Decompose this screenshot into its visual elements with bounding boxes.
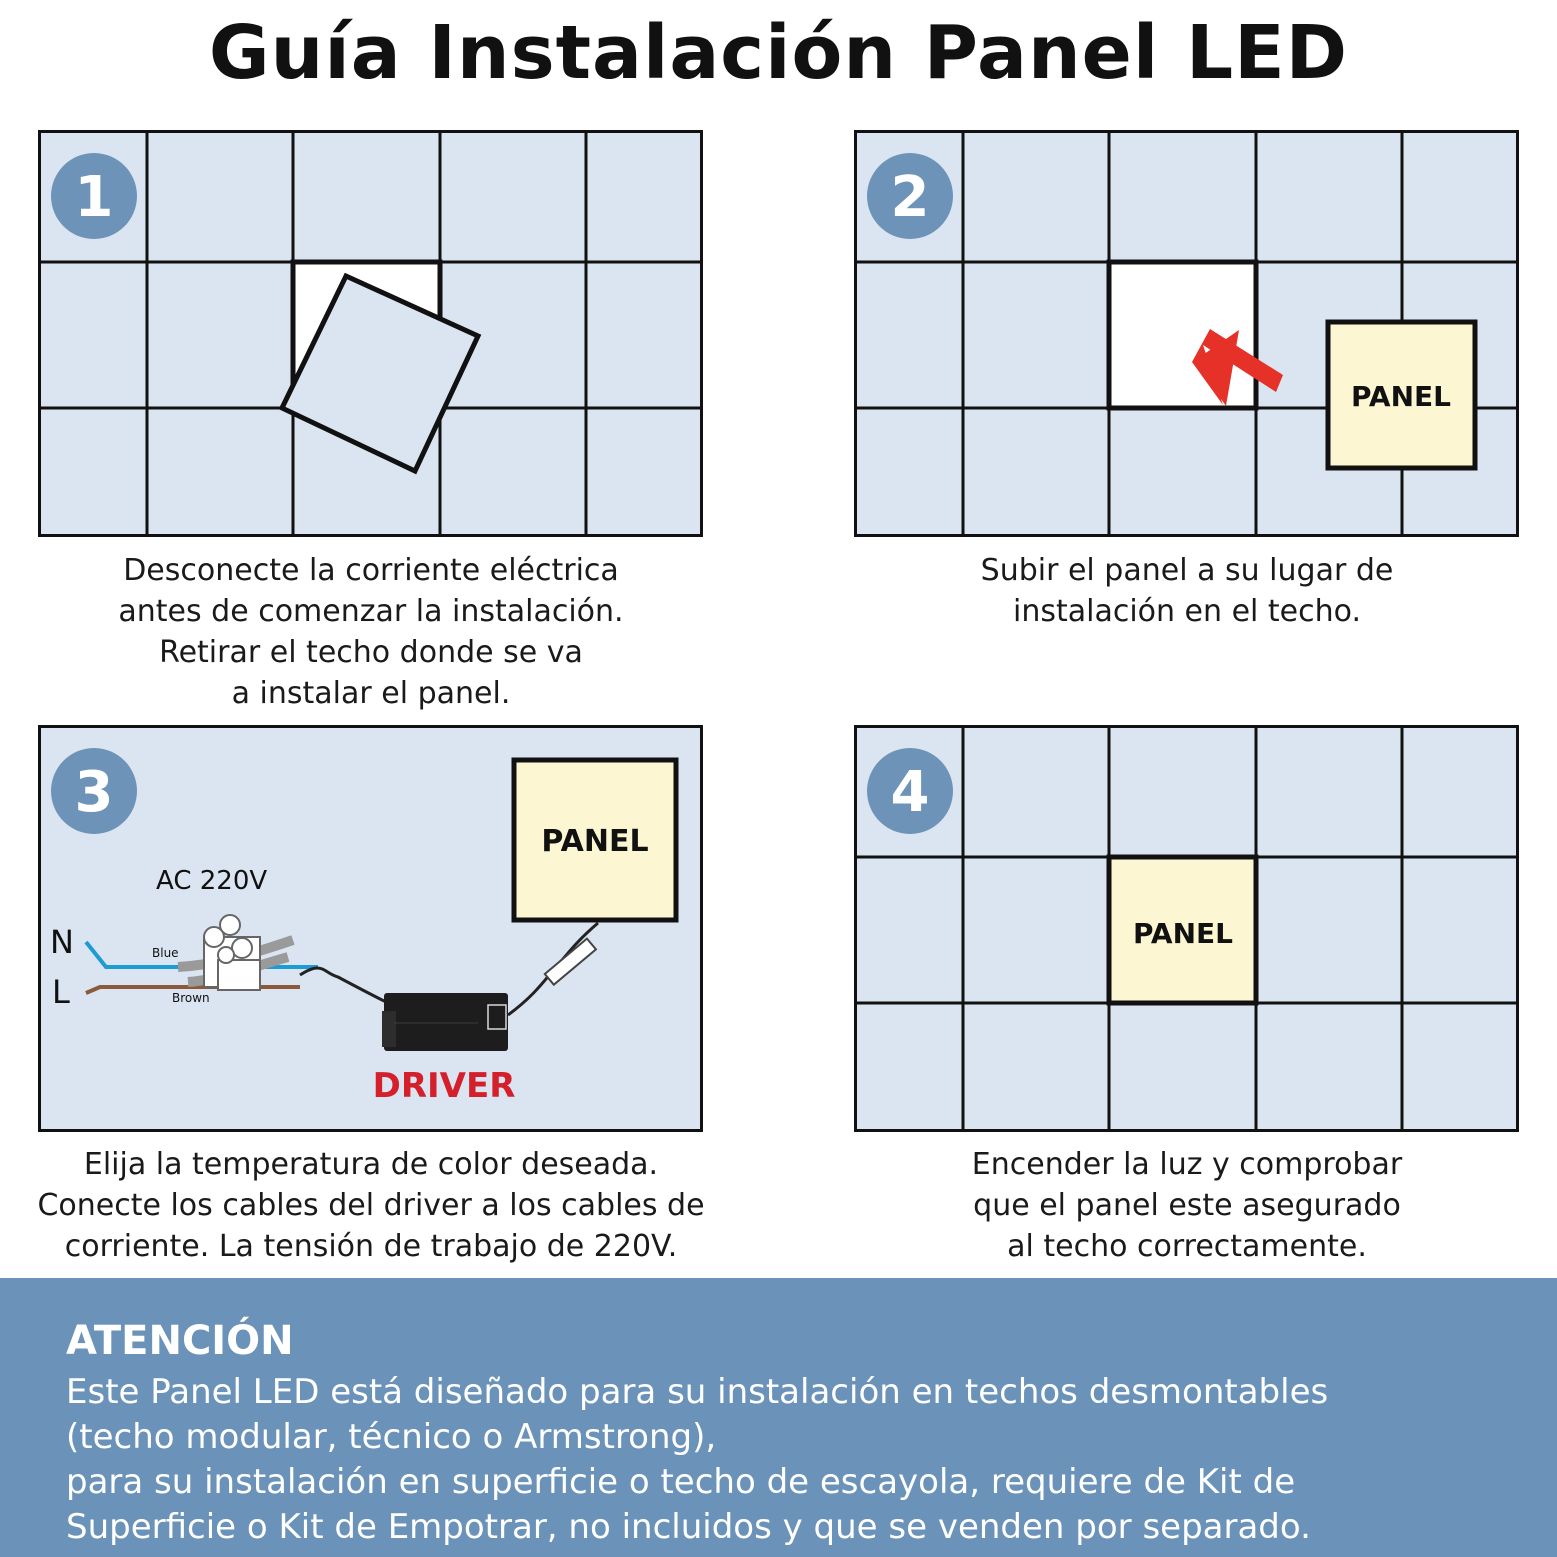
caption-line: instalación en el techo. <box>1012 594 1361 629</box>
step-1-illustration <box>38 130 704 538</box>
attention-banner <box>0 1278 1557 1557</box>
step-2-caption <box>854 550 1520 632</box>
attention-title: ATENCIÓN <box>66 1318 294 1364</box>
attention-body <box>66 1370 1328 1550</box>
step-2-illustration <box>854 130 1520 538</box>
live-label: L <box>52 973 70 1011</box>
attention-line: Este Panel LED está diseñado para su instalación en techos desmontables <box>66 1372 1329 1412</box>
caption-line: corriente. La tensión de trabajo de 220V. <box>64 1229 678 1264</box>
step-3-caption <box>0 1144 742 1267</box>
step-4-illustration <box>854 725 1520 1133</box>
step-3-number: 3 <box>74 760 114 825</box>
caption-line: Conecte los cables del driver a los cables de <box>37 1188 705 1223</box>
caption-line: Elija la temperatura de color deseada. <box>83 1147 659 1182</box>
step-4-number: 4 <box>890 760 930 825</box>
caption-line: a instalar el panel. <box>231 676 511 711</box>
attention-line: para su instalación en superficie o techo de escayola, requiere de Kit de <box>66 1462 1296 1502</box>
caption-line: al techo correctamente. <box>1007 1229 1367 1264</box>
driver-icon <box>382 993 508 1051</box>
step-1-number: 1 <box>74 165 114 230</box>
step-2-number: 2 <box>890 165 930 230</box>
caption-line: antes de comenzar la instalación. <box>118 594 624 629</box>
brown-wire-label: Brown <box>172 991 210 1005</box>
driver-label: DRIVER <box>372 1066 516 1106</box>
panel-label: PANEL <box>541 824 649 859</box>
panel-label: PANEL <box>1350 380 1452 413</box>
neutral-label: N <box>50 923 74 961</box>
attention-line: (techo modular, técnico o Armstrong), <box>66 1417 717 1457</box>
attention-line: Superficie o Kit de Empotrar, no incluidos y que se venden por separado. <box>66 1507 1311 1547</box>
caption-line: Subir el panel a su lugar de <box>980 553 1394 588</box>
panel-label: PANEL <box>1132 917 1234 950</box>
step-4-caption <box>854 1144 1520 1267</box>
step-3-illustration <box>38 725 704 1133</box>
caption-line: Desconecte la corriente eléctrica <box>123 553 619 588</box>
ac-voltage-label: AC 220V <box>156 866 268 896</box>
blue-wire-label: Blue <box>152 946 179 960</box>
step-1-caption <box>38 550 704 714</box>
caption-line: Encender la luz y comprobar <box>971 1147 1403 1182</box>
page-title: Guía Instalación Panel LED <box>208 10 1349 96</box>
caption-line: Retirar el techo donde se va <box>159 635 583 670</box>
caption-line: que el panel este asegurado <box>973 1188 1401 1223</box>
